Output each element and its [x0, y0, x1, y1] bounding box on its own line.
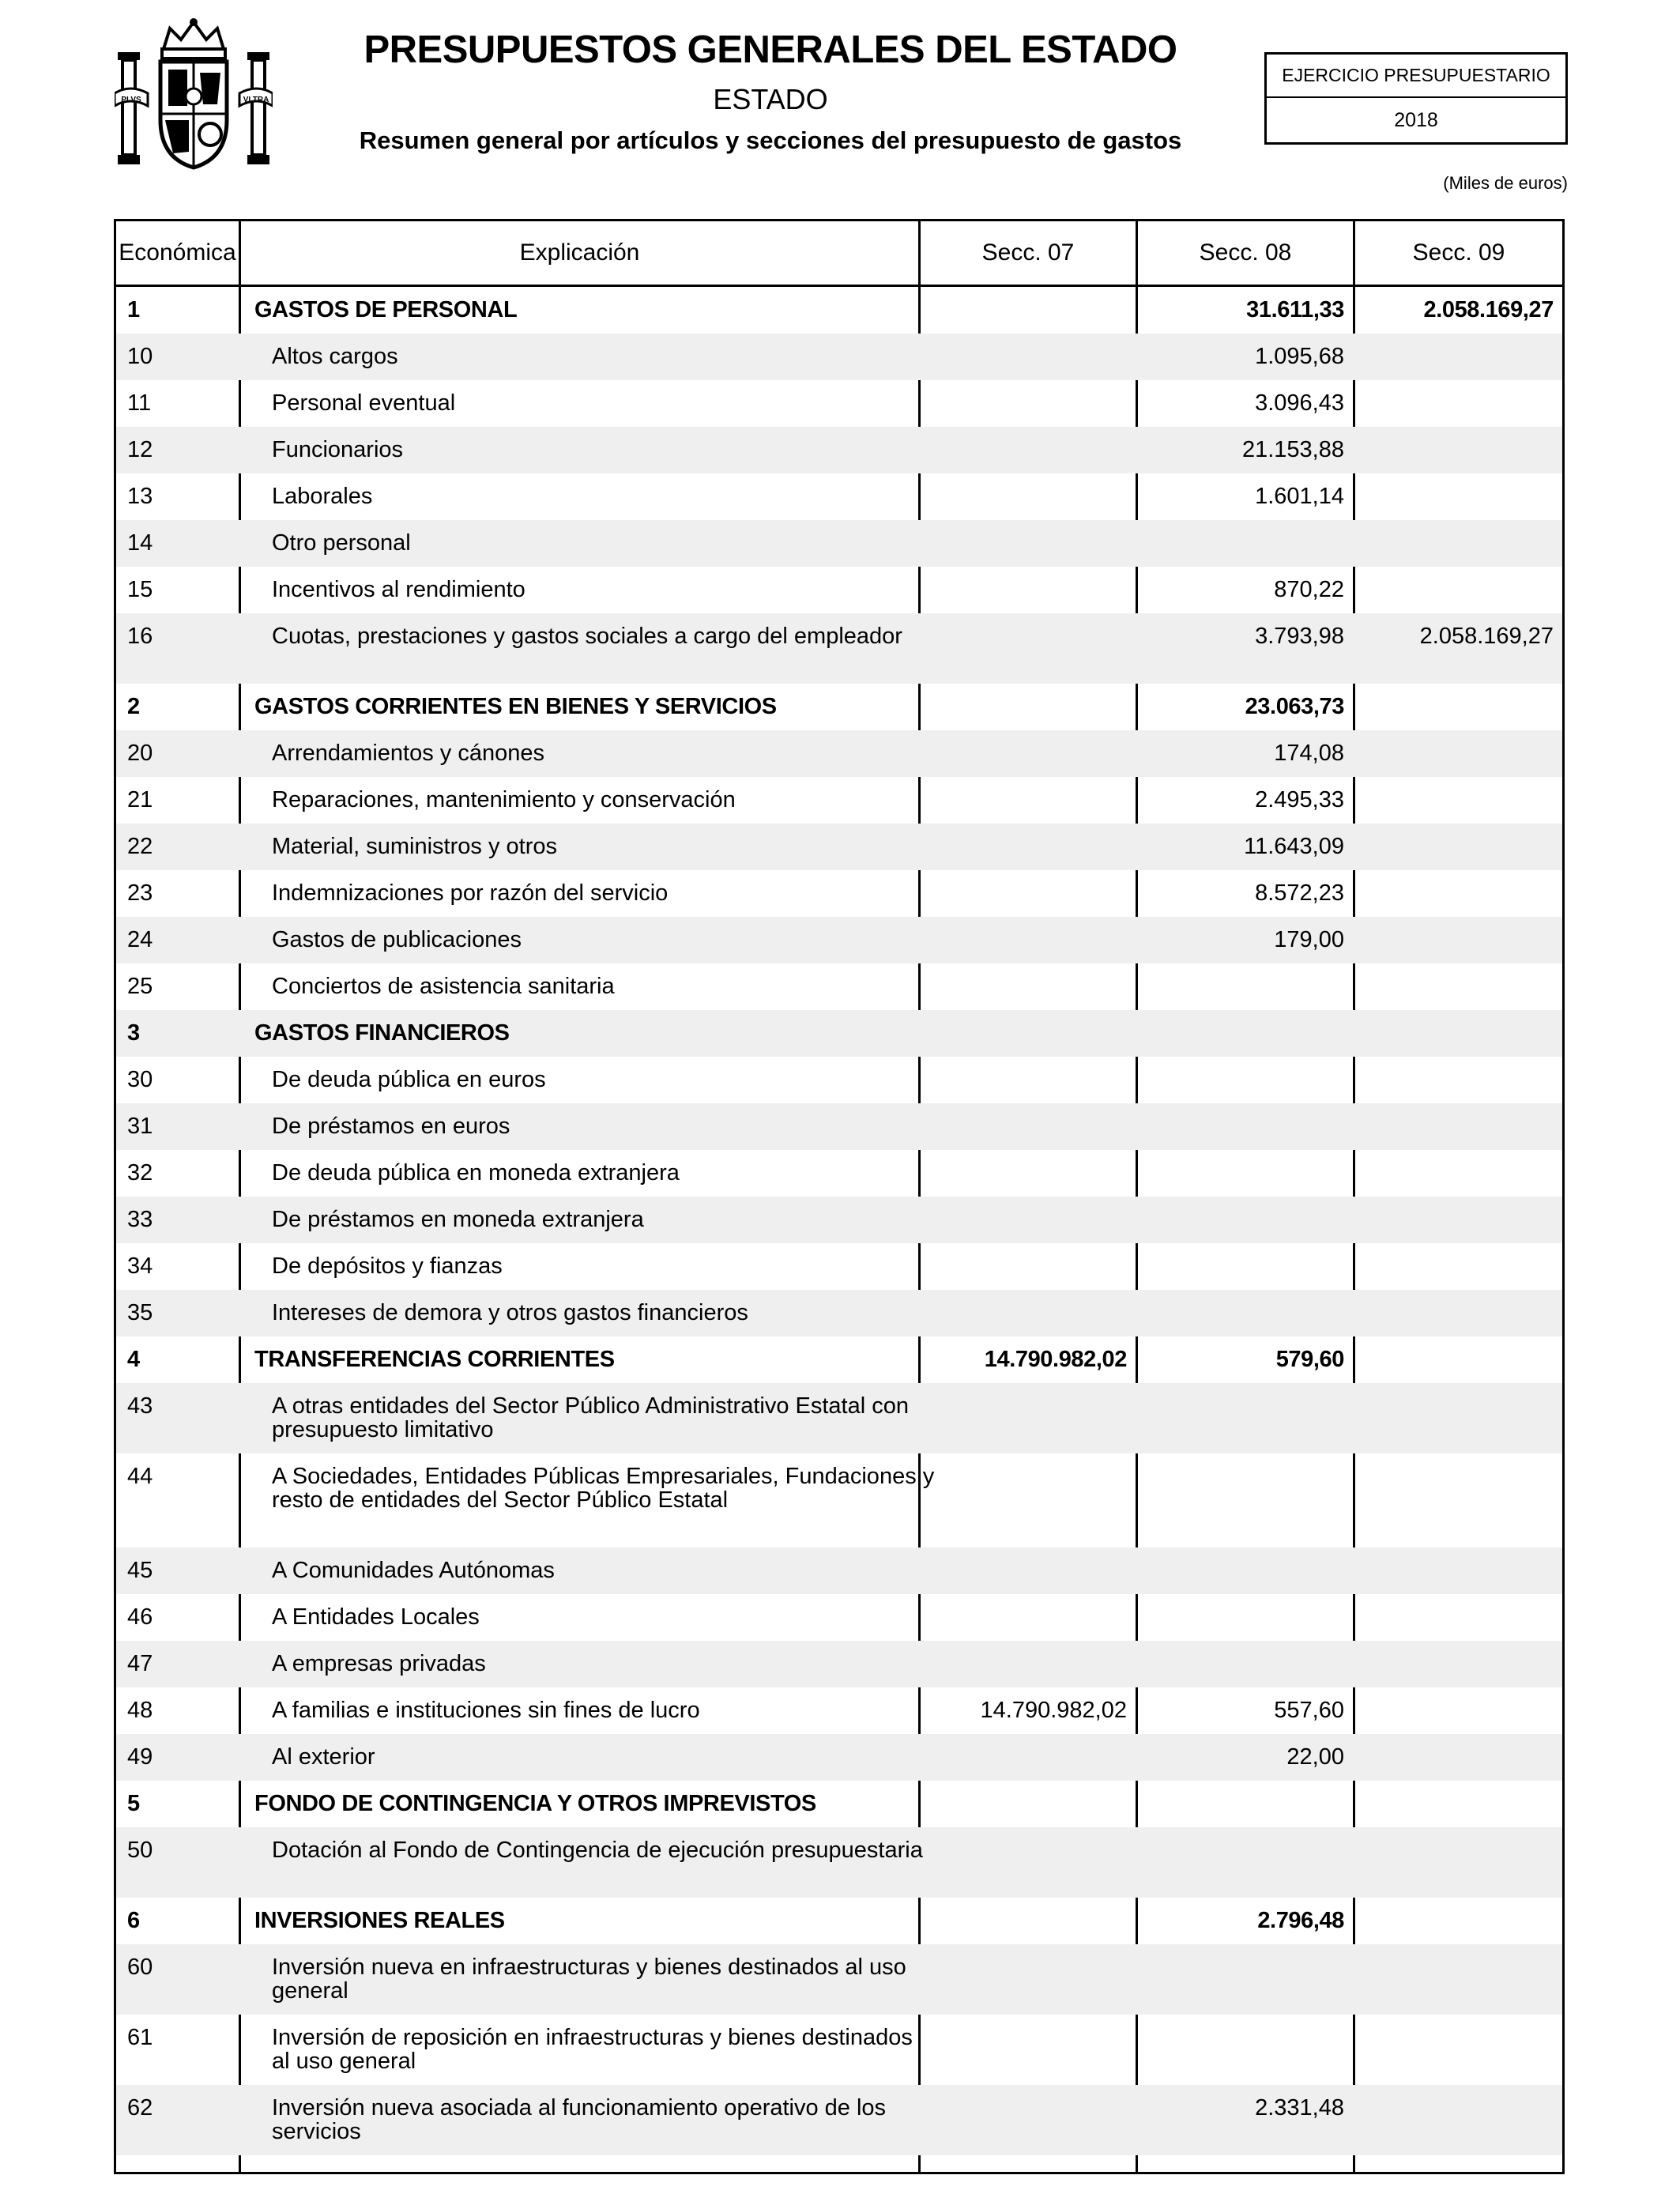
- row-code: 61: [127, 2025, 153, 2050]
- row-code: 35: [127, 1300, 153, 1325]
- row-secc08-value: 1.095,68: [1255, 344, 1344, 369]
- row-label: Personal eventual: [272, 390, 456, 416]
- row-secc09-value: 2.058.169,27: [1419, 624, 1554, 649]
- table-row: [116, 1641, 1562, 1687]
- exercise-year: 2018: [1394, 109, 1438, 131]
- row-secc07-value: 14.790.982,02: [980, 1698, 1127, 1723]
- table-row: [116, 963, 1562, 1010]
- row-secc08-value: 3.096,43: [1255, 390, 1344, 416]
- row-label: Gastos de publicaciones: [272, 927, 522, 952]
- row-code: 23: [127, 880, 153, 906]
- row-label: Laborales: [272, 484, 373, 509]
- motto-plus: PLVS: [121, 96, 141, 104]
- row-code: 21: [127, 787, 153, 812]
- exercise-label: EJERCICIO PRESUPUESTARIO: [1267, 55, 1565, 98]
- row-secc08-value: 179,00: [1274, 927, 1344, 952]
- table-row: [116, 380, 1562, 427]
- row-label: TRANSFERENCIAS CORRIENTES: [254, 1347, 615, 1372]
- row-secc08-value: 870,22: [1274, 577, 1344, 602]
- row-label: A empresas privadas: [272, 1651, 486, 1676]
- row-code: 1: [127, 297, 140, 322]
- table-row: [116, 1290, 1562, 1336]
- table-row: [116, 1103, 1562, 1150]
- table-row: [116, 1827, 1562, 1898]
- table-row: [116, 613, 1562, 684]
- budget-table: [114, 219, 1565, 2174]
- row-label: GASTOS DE PERSONAL: [254, 297, 518, 322]
- row-label: GASTOS CORRIENTES EN BIENES Y SERVICIOS: [254, 694, 777, 719]
- row-label: A Entidades Locales: [272, 1604, 480, 1630]
- chapter-row: [116, 1898, 1562, 1944]
- row-secc08-value: 579,60: [1275, 1347, 1344, 1372]
- table-row: [116, 2085, 1562, 2155]
- table-row: [116, 824, 1562, 870]
- row-code: 2: [127, 694, 140, 719]
- row-secc08-value: 2.495,33: [1255, 787, 1344, 812]
- row-secc08-value: 21.153,88: [1241, 437, 1344, 462]
- row-secc07-value: 14.790.982,02: [984, 1347, 1127, 1372]
- col-header-secc09: Secc. 09: [1412, 239, 1505, 266]
- row-label: Conciertos de asistencia sanitaria: [272, 974, 615, 999]
- page-subtitle: ESTADO: [713, 83, 828, 115]
- table-header: [116, 221, 1562, 287]
- chapter-row: [116, 1781, 1562, 1827]
- row-label: Intereses de demora y otros gastos financieros: [272, 1300, 748, 1325]
- col-header-economica: Económica: [119, 239, 236, 266]
- row-secc08-value: 3.793,98: [1255, 624, 1344, 649]
- table-row: [116, 870, 1562, 917]
- coat-of-arms-logo: [115, 17, 273, 175]
- row-code: 24: [127, 927, 153, 952]
- row-label: Arrendamientos y cánones: [272, 741, 544, 766]
- row-code: 62: [127, 2095, 153, 2120]
- row-label: Material, suministros y otros: [272, 834, 557, 859]
- row-label: Funcionarios: [272, 437, 404, 462]
- row-code: 50: [127, 1838, 153, 1863]
- table-row: [116, 777, 1562, 824]
- row-secc08-value: 8.572,23: [1255, 880, 1344, 906]
- exercise-box: [1264, 52, 1568, 145]
- table-row: [116, 1594, 1562, 1641]
- units-label: (Miles de euros): [1443, 173, 1568, 193]
- table-row: [116, 1734, 1562, 1781]
- row-label: Cuotas, prestaciones y gastos sociales a cargo del empleador: [272, 624, 902, 649]
- table-row: [116, 427, 1562, 473]
- row-label: Inversión nueva en infraestructuras y bienes destinados al uso general: [272, 1955, 906, 2004]
- row-label: Dotación al Fondo de Contingencia de ejecución presupuestaria: [272, 1838, 923, 1863]
- table-row: [116, 2015, 1562, 2085]
- row-label: GASTOS FINANCIEROS: [254, 1020, 510, 1046]
- row-label: Indemnizaciones por razón del servicio: [272, 880, 669, 906]
- chapter-row: [116, 684, 1562, 730]
- row-label: De depósitos y fianzas: [272, 1253, 503, 1279]
- table-row: [116, 1057, 1562, 1103]
- row-code: 10: [127, 344, 153, 369]
- row-secc08-value: 22,00: [1286, 1744, 1344, 1770]
- table-row: [116, 730, 1562, 777]
- table-row: [116, 1453, 1562, 1547]
- row-code: 34: [127, 1253, 153, 1279]
- row-secc09-value: 2.058.169,27: [1423, 297, 1554, 322]
- row-code: 14: [127, 530, 153, 556]
- row-code: 46: [127, 1604, 153, 1630]
- col-header-secc07: Secc. 07: [981, 239, 1075, 266]
- table-row: [116, 473, 1562, 520]
- row-code: 15: [127, 577, 153, 602]
- row-code: 5: [127, 1791, 140, 1816]
- motto-ultra: VLTRA: [243, 96, 269, 104]
- row-code: 44: [127, 1464, 153, 1489]
- table-row: [116, 917, 1562, 963]
- chapter-row: [116, 287, 1562, 334]
- row-code: 20: [127, 741, 153, 766]
- page-description: Resumen general por artículos y secciones del presupuesto de gastos: [359, 126, 1182, 154]
- table-row: [116, 1197, 1562, 1243]
- table-row: [116, 520, 1562, 567]
- row-code: 11: [127, 390, 152, 416]
- row-code: 60: [127, 1955, 153, 1980]
- table-row: [116, 1547, 1562, 1594]
- row-code: 30: [127, 1067, 153, 1092]
- row-secc08-value: 31.611,33: [1246, 297, 1344, 322]
- row-code: 4: [127, 1347, 140, 1372]
- table-row: [116, 567, 1562, 613]
- row-secc08-value: 557,60: [1274, 1698, 1344, 1723]
- row-code: 32: [127, 1160, 153, 1186]
- row-code: 43: [127, 1393, 153, 1419]
- row-secc08-value: 11.643,09: [1244, 834, 1344, 859]
- row-label: Altos cargos: [272, 344, 398, 369]
- col-header-secc08: Secc. 08: [1199, 239, 1292, 266]
- row-label: A familias e instituciones sin fines de lucro: [272, 1698, 700, 1723]
- page-title: PRESUPUESTOS GENERALES DEL ESTADO: [363, 28, 1177, 71]
- chapter-row: [116, 1336, 1562, 1383]
- row-secc08-value: 23.063,73: [1245, 694, 1344, 719]
- row-label: A Comunidades Autónomas: [272, 1558, 555, 1583]
- table-row: [116, 1243, 1562, 1290]
- table-row: [116, 1383, 1562, 1453]
- row-code: 13: [127, 484, 153, 509]
- row-code: 3: [127, 1020, 140, 1046]
- row-code: 33: [127, 1207, 153, 1232]
- table-row: [116, 1687, 1562, 1734]
- row-code: 16: [127, 624, 153, 649]
- row-label: Inversión nueva asociada al funcionamiento operativo de los servicios: [272, 2095, 887, 2144]
- row-secc08-value: 1.601,14: [1255, 484, 1344, 509]
- table-row: [116, 1150, 1562, 1197]
- row-code: 25: [127, 974, 153, 999]
- row-secc08-value: 2.796,48: [1257, 1908, 1344, 1933]
- row-label: Inversión de reposición en infraestructuras y bienes destinados al uso general: [272, 2025, 913, 2074]
- row-label: FONDO DE CONTINGENCIA Y OTROS IMPREVISTOS: [254, 1791, 816, 1816]
- row-code: 12: [127, 437, 153, 462]
- row-code: 31: [127, 1114, 153, 1139]
- row-label: De deuda pública en euros: [272, 1067, 546, 1092]
- row-label: De préstamos en euros: [272, 1114, 510, 1139]
- row-code: 49: [127, 1744, 153, 1770]
- row-secc08-value: 2.331,48: [1255, 2095, 1344, 2120]
- table-row: [116, 1944, 1562, 2015]
- chapter-row: [116, 1010, 1562, 1057]
- row-code: 47: [127, 1651, 153, 1676]
- row-label: A Sociedades, Entidades Públicas Empresariales, Fundaciones y resto de entidades del Sector Público Estatal: [272, 1464, 935, 1513]
- col-header-explicacion: Explicación: [519, 239, 640, 266]
- row-label: INVERSIONES REALES: [254, 1908, 505, 1933]
- row-code: 45: [127, 1558, 153, 1583]
- row-label: Al exterior: [272, 1744, 375, 1770]
- row-label: A otras entidades del Sector Público Administrativo Estatal con presupuesto limitativo: [272, 1393, 909, 1442]
- row-label: De préstamos en moneda extranjera: [272, 1207, 644, 1232]
- row-code: 48: [127, 1698, 153, 1723]
- row-code: 6: [127, 1908, 140, 1933]
- row-label: De deuda pública en moneda extranjera: [272, 1160, 680, 1186]
- row-secc08-value: 174,08: [1274, 741, 1344, 766]
- table-body: [116, 287, 1562, 2155]
- table-row: [116, 334, 1562, 380]
- row-label: Otro personal: [272, 530, 411, 556]
- row-code: 22: [127, 834, 153, 859]
- row-label: Reparaciones, mantenimiento y conservación: [272, 787, 736, 812]
- row-label: Incentivos al rendimiento: [272, 577, 525, 602]
